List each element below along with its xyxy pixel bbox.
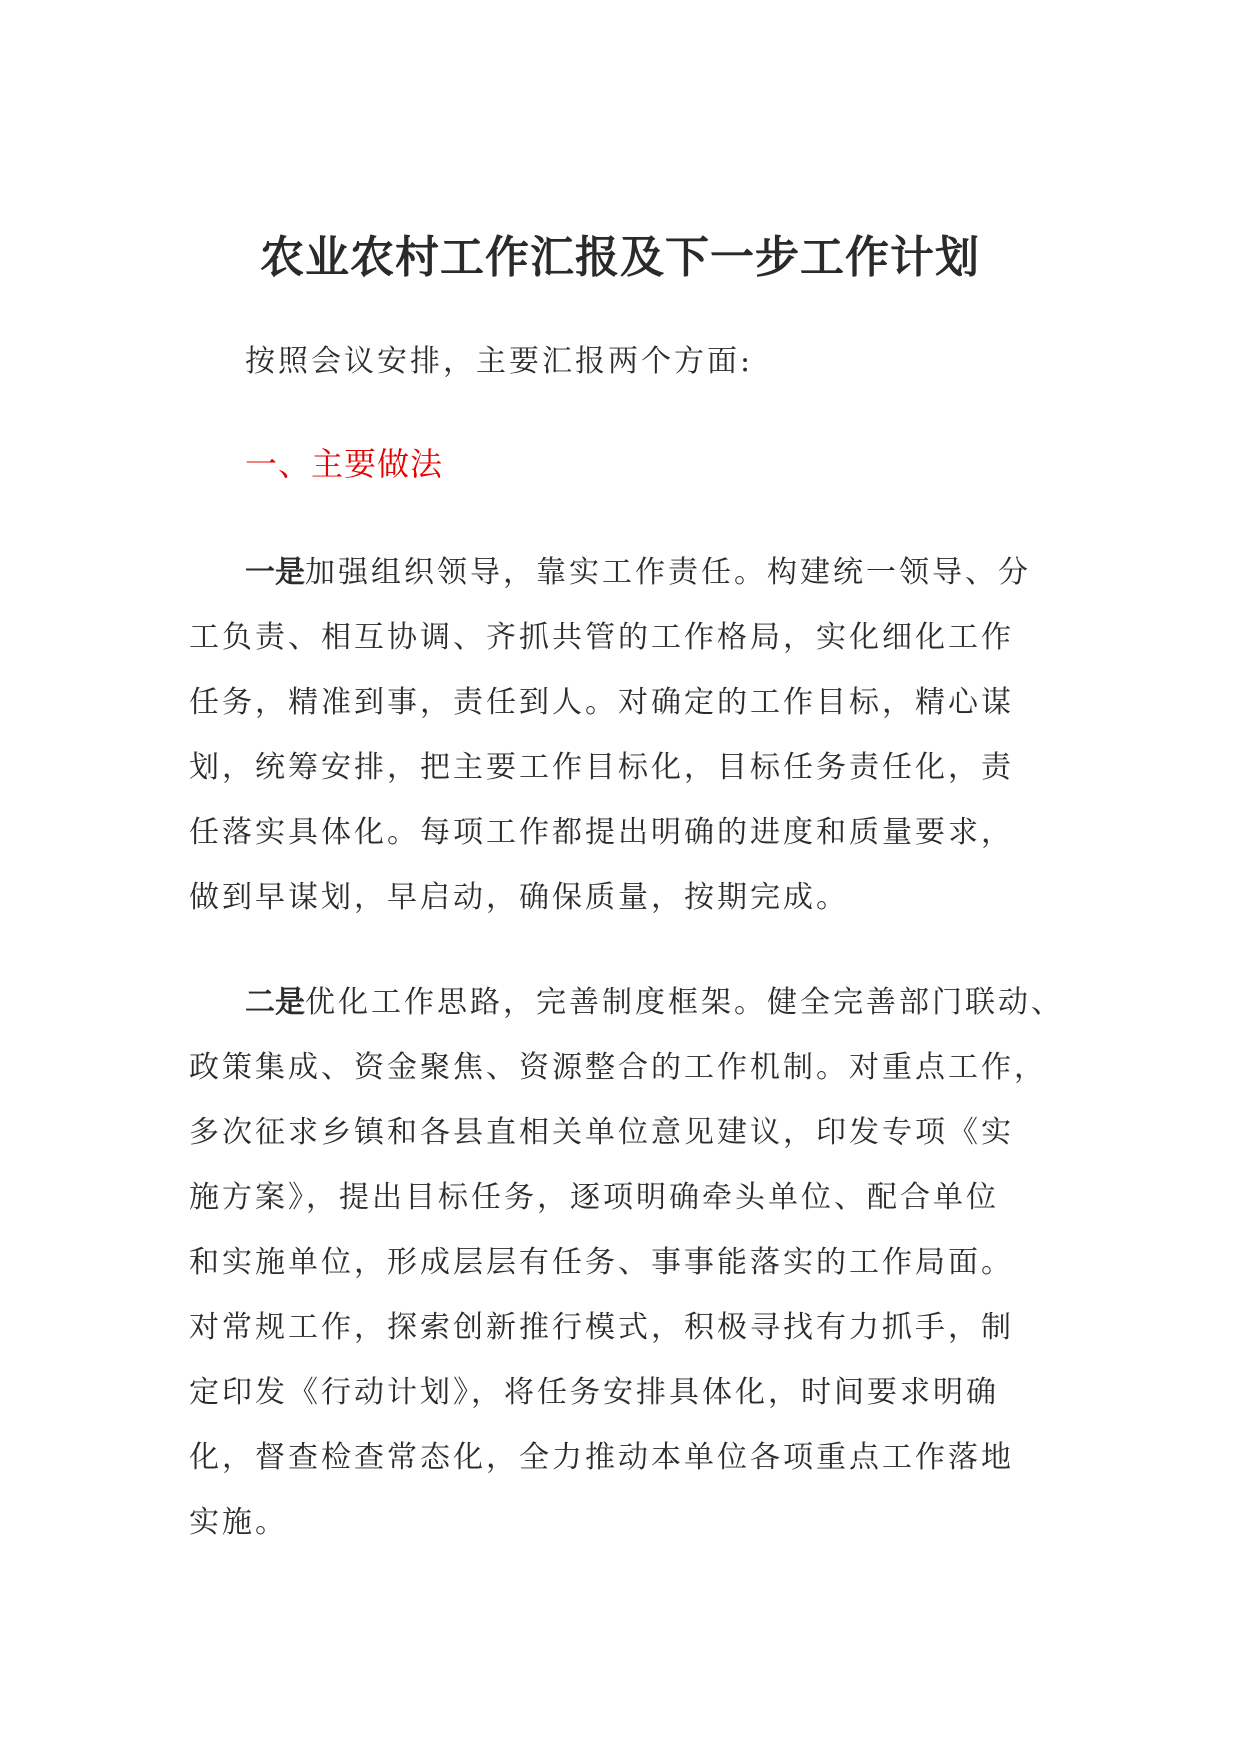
paragraph-line: 和实施单位，形成层层有任务、事事能落实的工作局面。 (189, 1245, 1014, 1280)
paragraph-line-text: 加强组织领导，靠实工作责任。构建统一领导、分 (305, 555, 1031, 590)
paragraph-line: 实施。 (189, 1505, 288, 1540)
paragraph-2 (189, 970, 1074, 1555)
paragraph-line: 任务，精准到事，责任到人。对确定的工作目标，精心谋 (189, 685, 1014, 720)
section-heading: 一、主要做法 (245, 445, 444, 483)
paragraph-line: 划，统筹安排，把主要工作目标化，目标任务责任化，责 (189, 750, 1014, 785)
paragraph-line: 化，督查检查常态化，全力推动本单位各项重点工作落地 (189, 1440, 1014, 1475)
document-title: 农业农村工作汇报及下一步工作计划 (260, 232, 980, 283)
paragraph-line: 定印发《行动计划》，将任务安排具体化，时间要求明确 (189, 1375, 999, 1410)
paragraph-line: 多次征求乡镇和各县直相关单位意见建议，印发专项《实 (189, 1115, 1014, 1150)
paragraph-line (189, 970, 1074, 1035)
paragraph-line (189, 540, 1074, 605)
paragraph-line: 施方案》，提出目标任务，逐项明确牵头单位、配合单位 (189, 1180, 999, 1215)
paragraph-line: 对常规工作，探索创新推行模式，积极寻找有力抓手，制 (189, 1310, 1014, 1345)
paragraph-line-text: 优化工作思路，完善制度框架。健全完善部门联动、 (305, 985, 1064, 1020)
paragraph-line: 做到早谋划，早启动，确保质量，按期完成。 (189, 880, 849, 915)
paragraph-line: 任落实具体化。每项工作都提出明确的进度和质量要求， (189, 815, 1014, 850)
paragraph-line: 政策集成、资金聚焦、资源整合的工作机制。对重点工作， (189, 1050, 1047, 1085)
paragraph-lead: 一是 (245, 555, 305, 590)
paragraph-lead: 二是 (245, 985, 305, 1020)
intro-text: 按照会议安排，主要汇报两个方面: (245, 344, 754, 379)
paragraph-line: 工负责、相互协调、齐抓共管的工作格局，实化细化工作 (189, 620, 1014, 655)
paragraph-1 (189, 540, 1074, 930)
